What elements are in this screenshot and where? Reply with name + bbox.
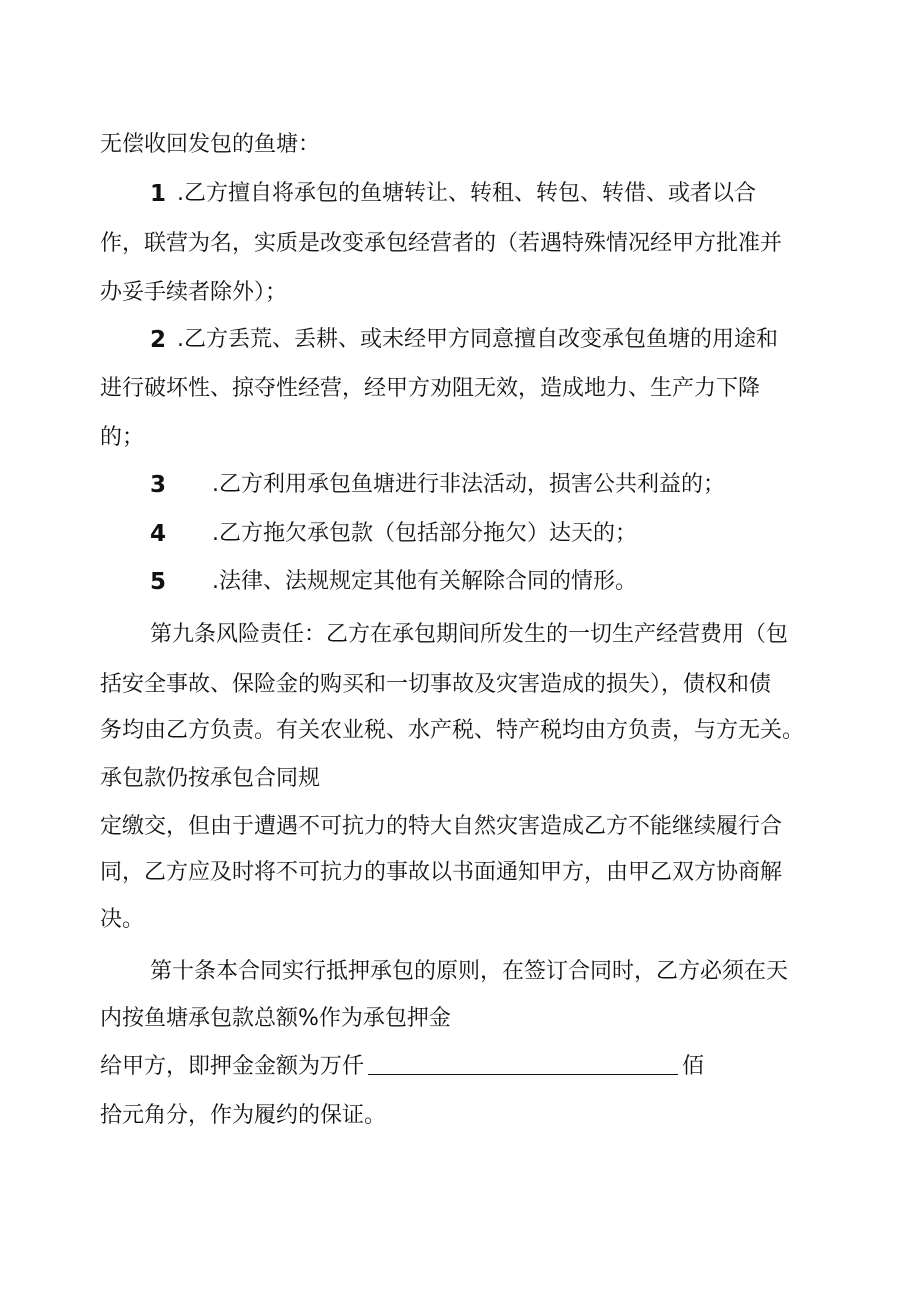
amount-blank-line [368,1054,678,1075]
item-1-number: 1 [150,181,167,207]
item-1-line-1: .乙方擅自将承包的鱼塘转让、转租、转包、转借、或者以合 [177,181,756,206]
item-3-text: .乙方利用承包鱼塘进行非法活动，损害公共利益的； [212,472,725,497]
item-5-number: 5 [150,569,167,595]
article-9-line-2: 括安全事故、保险金的购买和一切事故及灾害造成的损失），债权和债 [100,672,772,697]
article-9-line-1: 第九条风险责任：乙方在承包期间所发生的一切生产经营费用（包 [150,622,789,647]
article-9-line-7: 决。 [100,907,145,932]
article-10-line-3 [100,1052,704,1082]
article-10-line-1: 第十条本合同实行抵押承包的原则，在签订合同时，乙方必须在天 [150,959,789,984]
item-2-line-1: .乙方丢荒、丢耕、或未经甲方同意擅自改变承包鱼塘的用途和 [177,327,778,352]
article-9-line-6: 同，乙方应及时将不可抗力的事故以书面通知甲方，由甲乙双方协商解 [100,860,783,885]
item-2-line-2: 进行破坏性、掠夺性经营，经甲方劝阻无效，造成地力、生产力下降 [100,376,761,401]
intro-line: 无偿收回发包的鱼塘： [100,132,321,157]
item-5-text: .法律、法规规定其他有关解除合同的情形。 [212,569,637,594]
item-4-number: 4 [150,521,167,547]
article-9-line-4: 承包款仍按承包合同规 [100,766,321,791]
item-1-line-2: 作，联营为名，实质是改变承包经营者的（若遇特殊情况经甲方批准并 [100,231,783,256]
item-2-line-3: 的； [100,425,145,450]
article-10-line-4: 拾元角分，作为履约的保证。 [100,1103,387,1128]
article-10-line-3-text-before: 给甲方，即押金金额为万仟 [100,1054,365,1079]
item-4-text: .乙方拖欠承包款（包括部分拖欠）达天的； [212,521,637,546]
item-1-line-3: 办妥手续者除外）； [100,280,288,305]
article-9-line-5: 定缴交，但由于遭遇不可抗力的特大自然灾害造成乙方不能继续履行合 [100,814,783,839]
article-10-line-3-text-after: 佰 [682,1054,705,1079]
item-2-number: 2 [150,327,167,353]
item-3-number: 3 [150,472,167,498]
article-10-line-2: 内按鱼塘承包款总额%作为承包押金 [100,1006,451,1031]
article-9-line-3: 务均由乙方负责。有关农业税、水产税、特产税均由方负责，与方无关。 [100,718,805,743]
